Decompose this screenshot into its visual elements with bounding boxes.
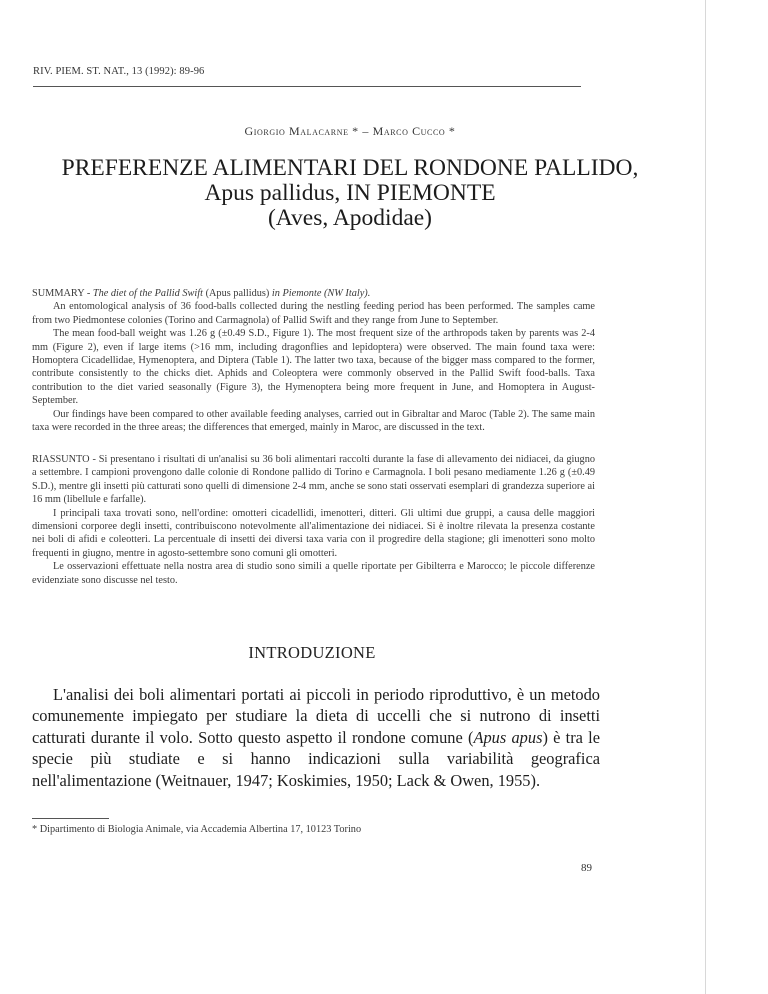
authors: Giorgio Malacarne * – Marco Cucco * bbox=[244, 124, 456, 138]
intro-species-name: Apus apus bbox=[473, 727, 543, 747]
article-title bbox=[40, 156, 660, 231]
introduction-body bbox=[32, 684, 600, 791]
title-line-3: (Aves, Apodidae) bbox=[267, 205, 433, 231]
summary-label: SUMMARY - bbox=[32, 288, 91, 299]
riassunto-paragraph-1: RIASSUNTO - Si presentano i risultati di un'analisi su 36 boli alimentari raccolti durante la fase di allevamento dei nidiacei, da giugno a settembre. I campioni provengono dalle colonie di Rondone pallido di Torino e Carmagnola. I boli pesano mediamente 1.26 g (±0.49 S.D.), mentre gli insetti più catturati sono quelli di dimensione 2-4 mm, anche se sono stati osservati esemplari di grandezza superiore ai 16 mm (libellule e farfalle). bbox=[32, 454, 595, 506]
title-line-2: Apus pallidus, IN PIEMONTE bbox=[204, 180, 496, 206]
introduction-paragraph bbox=[32, 684, 600, 791]
intro-text-2: ) è tra le specie più studiate e si hanno indicazioni sulla variabilità geografica nell'alimentazione (Weitnauer, 1947; Koskimies, 1950; Lack & Owen, 1955). bbox=[32, 727, 600, 790]
summary-heading bbox=[32, 287, 595, 300]
footnote-rule bbox=[32, 818, 109, 819]
page-number: 89 bbox=[581, 862, 592, 874]
intro-text-1: L'analisi dei boli alimentari portati ai piccoli in periodo riproduttivo, è un metodo comunemente impiegato per studiare la dieta di uccelli che si nutrono di insetti catturati durante il volo. Sotto questo aspetto il rondone comune ( bbox=[32, 685, 600, 747]
summary-title-species: (Apus pallidus) bbox=[205, 288, 270, 299]
summary-abstract bbox=[32, 287, 595, 434]
riassunto-paragraph-3: Le osservazioni effettuate nella nostra area di studio sono simili a quelle riportate per Gibilterra e Marocco; le piccole differenze evidenziate sono discusse nel testo. bbox=[32, 561, 595, 586]
running-head: RIV. PIEM. ST. NAT., 13 (1992): 89-96 bbox=[33, 66, 205, 77]
header-rule bbox=[33, 86, 581, 87]
summary-paragraph-1: An entomological analysis of 36 food-balls collected during the nestling feeding period has been performed. The samples came from two Piedmontese colonies (Torino and Carmagnola) of Pallid Swift and they range from June to September. bbox=[32, 301, 595, 326]
summary-title-italic-1: The diet of the Pallid Swift bbox=[92, 288, 203, 299]
title-line-1: PREFERENZE ALIMENTARI DEL RONDONE PALLIDO, bbox=[61, 155, 639, 181]
footnote-affiliation: * Dipartimento di Biologia Animale, via Accademia Albertina 17, 10123 Torino bbox=[32, 824, 362, 835]
summary-paragraph-2: The mean food-ball weight was 1.26 g (±0.49 S.D., Figure 1). The most frequent size of the arthropods taken by parents was 2-4 mm (Figure 2), even if large items (>16 mm, including dragonflies and lepidoptera) were observed. The main found taxa were: Homoptera Cicadellidae, Hymenoptera, and Diptera (Table 1). The latter two taxa, because of the bigger mass compared to the former, contribute consistently to the chicks diet. Aphids and Coleoptera were commonly observed in the Pallid Swift food-balls. Taxa contribution to the diet varied seasonally (Figure 3), the Hymenoptera being more frequent in June, and Homoptera in August-September. bbox=[32, 328, 595, 407]
summary-title-italic-2: in Piemonte (NW Italy). bbox=[271, 288, 371, 299]
riassunto-abstract bbox=[32, 453, 595, 587]
riassunto-paragraph-2: I principali taxa trovati sono, nell'ordine: omotteri cicadellidi, imenotteri, ditteri. Gli ultimi due gruppi, a causa delle maggiori dimensioni corporee degli insetti, contribuiscono notevolmente all'alimentazione dei nidiacei. Si è inoltre rilevata la presenza costante nei boli di afidi e coleotteri. La percentuale di insetti dei diversi taxa varia con il progredire della stagione; gli imenotteri sono molto frequenti in giugno, mentre in agosto-settembre sono comuni gli omotteri. bbox=[32, 507, 595, 559]
summary-paragraph-3: Our findings have been compared to other available feeding analyses, carried out in Gibraltar and Maroc (Table 2). The same main taxa were recorded in the three areas; the differences that emerged, mainly in Maroc, are discussed in the text. bbox=[32, 408, 595, 434]
page-edge-line bbox=[705, 0, 706, 994]
section-heading-introduzione: INTRODUZIONE bbox=[248, 643, 376, 662]
